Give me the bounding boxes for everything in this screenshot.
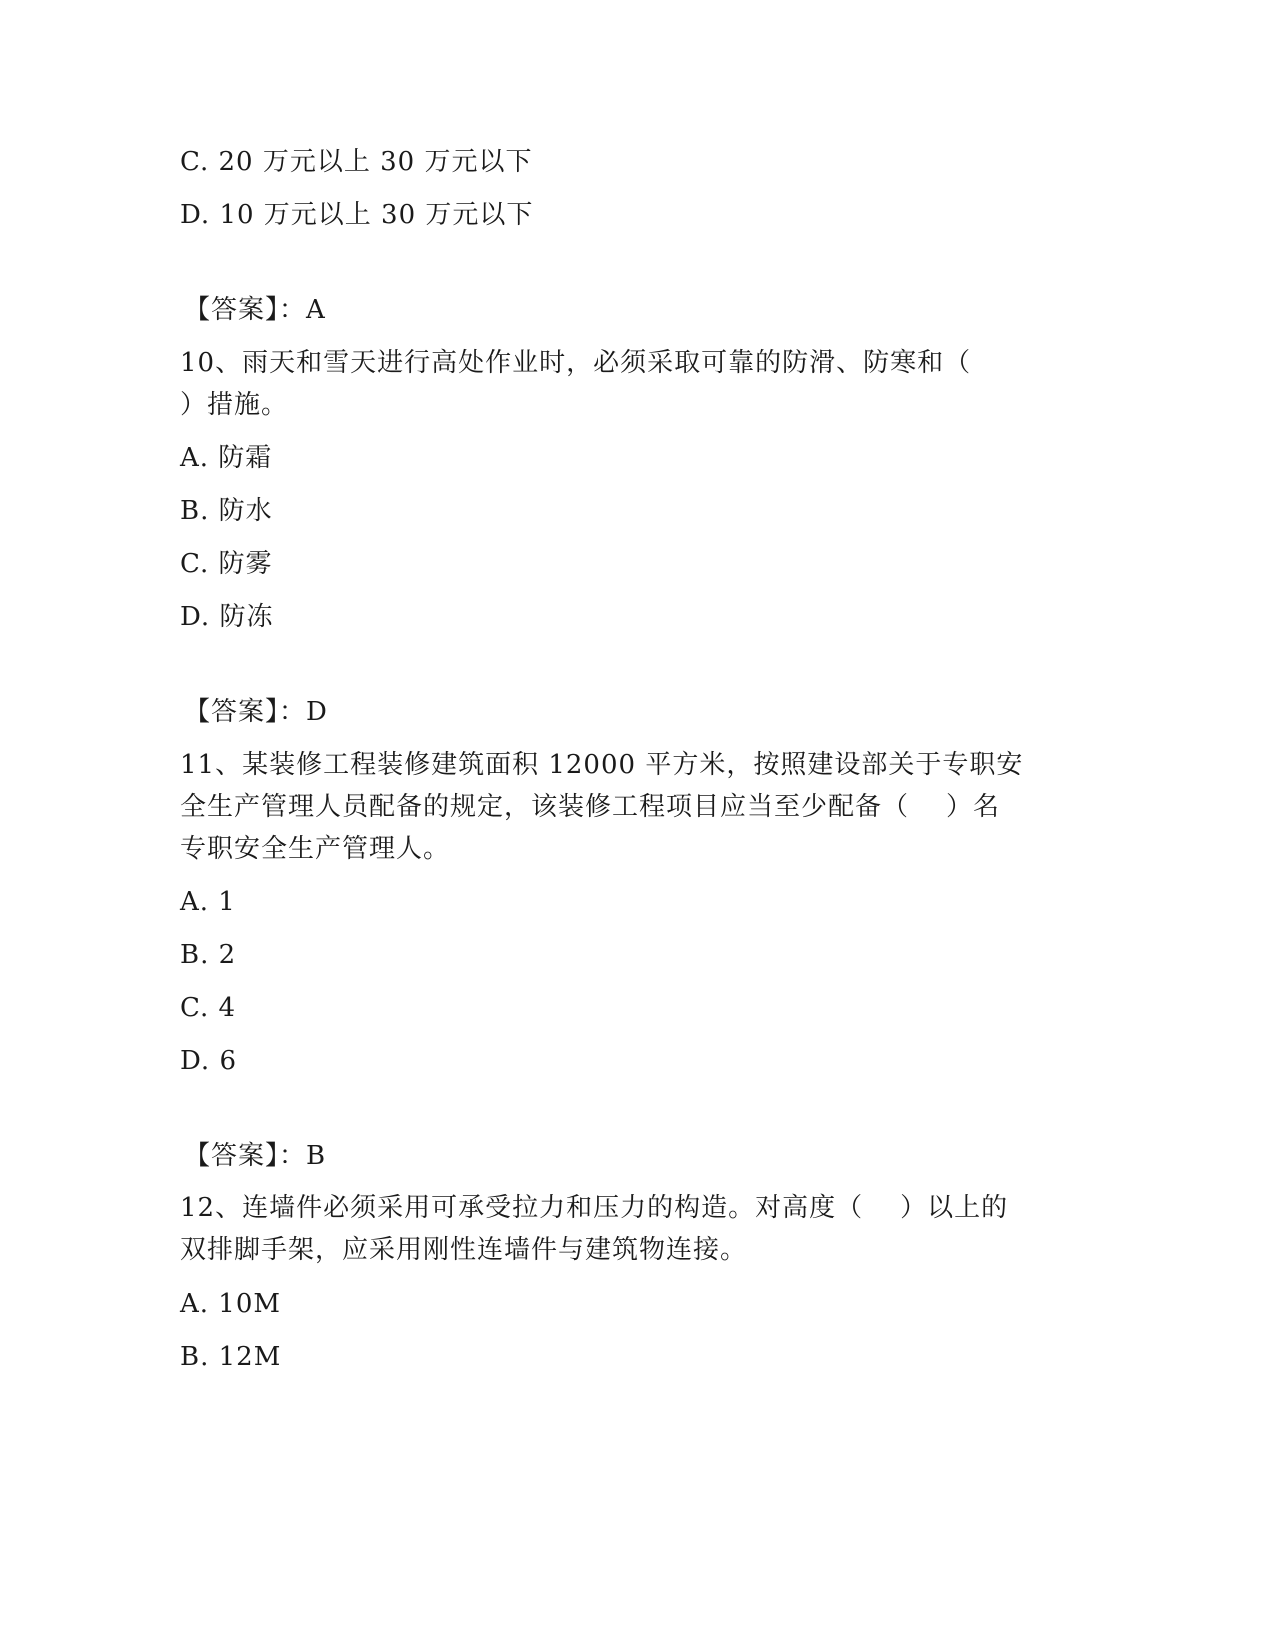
q12-stem-line2: 双排脚手架，应采用刚性连墙件与建筑物连接。 (180, 1235, 748, 1265)
q9-option-c: C. 20 万元以上 30 万元以下 (180, 147, 533, 177)
q11-answer: 【答案】：B (184, 1141, 327, 1171)
q9-option-d: D. 10 万元以上 30 万元以下 (180, 200, 534, 230)
q11-option-c: C. 4 (180, 993, 237, 1023)
q9-answer: 【答案】：A (184, 295, 326, 325)
q11-stem-line1: 11、某装修工程装修建筑面积 12000 平方米，按照建设部关于专职安 (180, 750, 1024, 780)
q10-option-b: B. 防水 (180, 496, 273, 526)
q11-option-d: D. 6 (180, 1046, 237, 1076)
q12-stem-line1: 12、连墙件必须采用可承受拉力和压力的构造。对高度（ ）以上的 (180, 1193, 1009, 1223)
q11-option-a: A. 1 (180, 887, 236, 917)
q10-option-c: C. 防雾 (180, 549, 273, 579)
q11-option-b: B. 2 (180, 940, 237, 970)
q12-option-a: A. 10M (180, 1289, 282, 1319)
q11-stem-line3: 专职安全生产管理人。 (180, 834, 451, 864)
q11-stem-line2: 全生产管理人员配备的规定，该装修工程项目应当至少配备（ ）名 (180, 792, 1001, 822)
q10-option-a: A. 防霜 (180, 443, 273, 473)
q10-answer: 【答案】：D (184, 697, 328, 727)
q10-option-d: D. 防冻 (180, 602, 274, 632)
q12-option-b: B. 12M (180, 1342, 282, 1372)
q10-stem-line2: ）措施。 (180, 390, 289, 420)
q10-stem-line1: 10、雨天和雪天进行高处作业时，必须采取可靠的防滑、防寒和（ (180, 348, 972, 378)
